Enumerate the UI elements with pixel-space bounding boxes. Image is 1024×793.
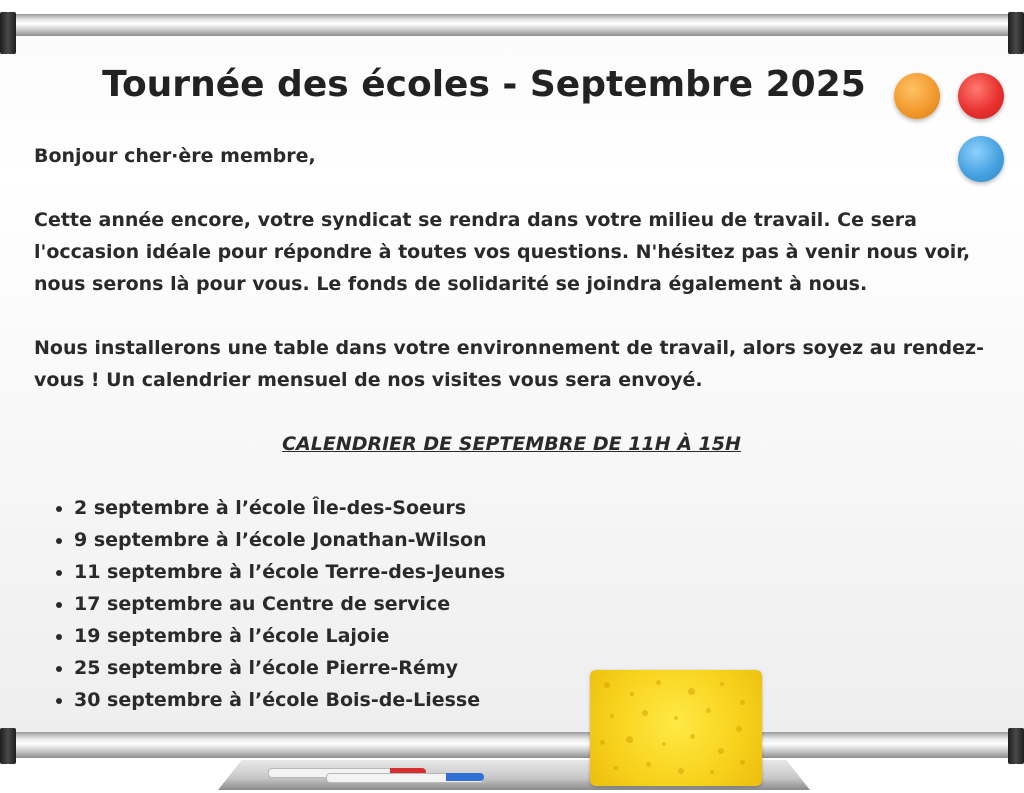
visit-item: • 19 septembre à l’école Lajoie — [74, 620, 989, 652]
sponge-hole — [600, 740, 605, 745]
visit-item: • 9 septembre à l’école Jonathan-Wilson — [74, 524, 989, 556]
greeting-text: Bonjour cher·ère membre, — [34, 145, 316, 167]
blue-marker — [326, 773, 484, 783]
blue-marker-cap — [446, 773, 484, 781]
visit-item: • 17 septembre au Centre de service — [74, 588, 989, 620]
sponge-hole — [614, 766, 618, 770]
whiteboard-top-rail — [0, 14, 1024, 36]
frame-corner-top-right — [1008, 12, 1024, 54]
visit-list — [34, 492, 989, 716]
sponge-hole — [690, 734, 695, 739]
sponge-hole — [678, 768, 684, 774]
visit-item: • 11 septembre à l’école Terre-des-Jeunes — [74, 556, 989, 588]
sponge-hole — [646, 762, 651, 767]
visit-item: • 25 septembre à l’école Pierre-Rémy — [74, 652, 989, 684]
sponge-hole — [710, 770, 714, 774]
sponge-hole — [662, 742, 666, 746]
whiteboard-bottom-rail — [0, 732, 1024, 758]
notice-body — [34, 140, 989, 716]
visit-item: • 30 septembre à l’école Bois-de-Liesse — [74, 684, 989, 716]
frame-corner-bottom-left — [0, 728, 16, 764]
calendar-heading: CALENDRIER DE SEPTEMBRE DE 11H À 15H — [282, 433, 741, 455]
intro-paragraph: Cette année encore, votre syndicat se rendra dans votre milieu de travail. Ce sera l'occasion idéale pour répondre à toutes vos questions. N'hésitez pas à venir nous voir, nous serons là pour vous. Le fonds de solidarité se joindra également à nous. — [34, 209, 971, 295]
sponge-hole — [626, 736, 633, 743]
frame-corner-bottom-right — [1008, 728, 1024, 764]
sponge-hole — [674, 716, 678, 720]
page-title: Tournée des écoles - Septembre 2025 — [102, 64, 866, 105]
sponge-hole — [740, 760, 745, 765]
visit-item: • 2 septembre à l’école Île-des-Soeurs — [74, 492, 989, 524]
table-paragraph: Nous installerons une table dans votre environnement de travail, alors soyez au rendez-vous ! Un calendrier mensuel de nos visites vous sera envoyé. — [34, 337, 984, 391]
sponge-hole — [736, 726, 742, 732]
frame-corner-top-left — [0, 12, 16, 54]
sponge-hole — [718, 748, 724, 754]
